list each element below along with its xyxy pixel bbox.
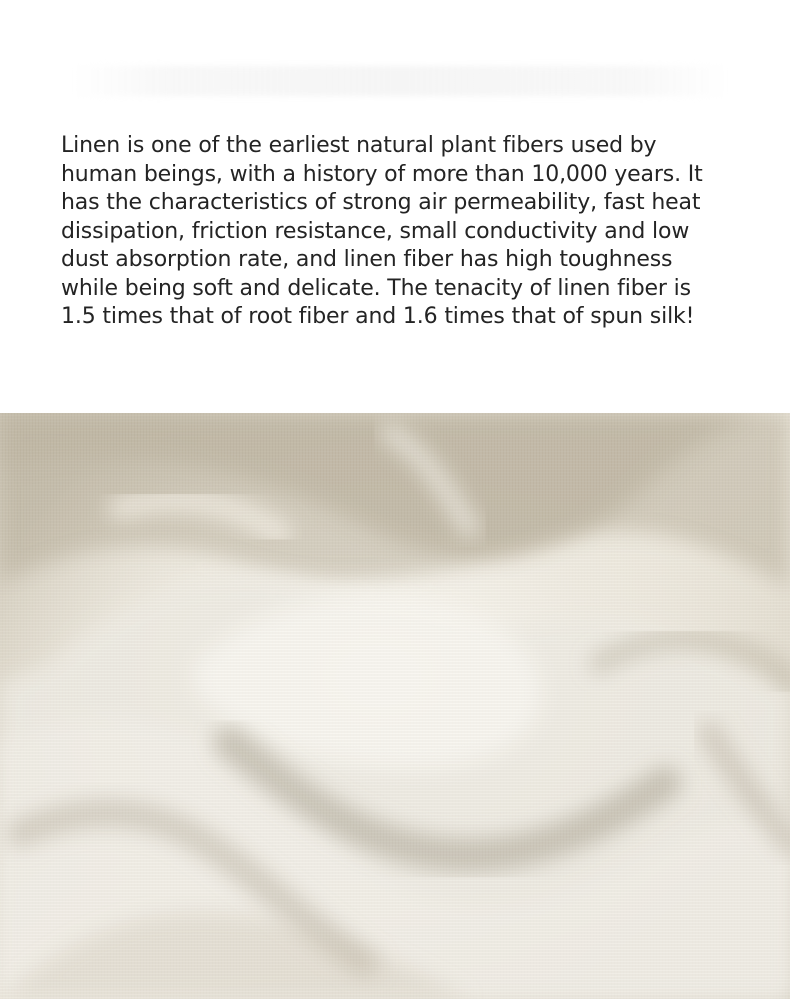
- linen-weave-texture: [0, 413, 790, 999]
- linen-fabric-illustration: [0, 413, 790, 999]
- linen-fabric-photo: [0, 413, 790, 999]
- faint-background-strip: [70, 66, 730, 96]
- linen-description-text: Linen is one of the earliest natural plant fibers used by human beings, with a history of more than 10,000 years. It has the characteristics of strong air permeability, fast heat dissipation, friction resistance, small conductivity and low dust absorption rate, and linen fiber has high toughness while being soft and delicate. The tenacity of linen fiber is 1.5 times that of root fiber and 1.6 times that of spun silk!: [61, 133, 703, 329]
